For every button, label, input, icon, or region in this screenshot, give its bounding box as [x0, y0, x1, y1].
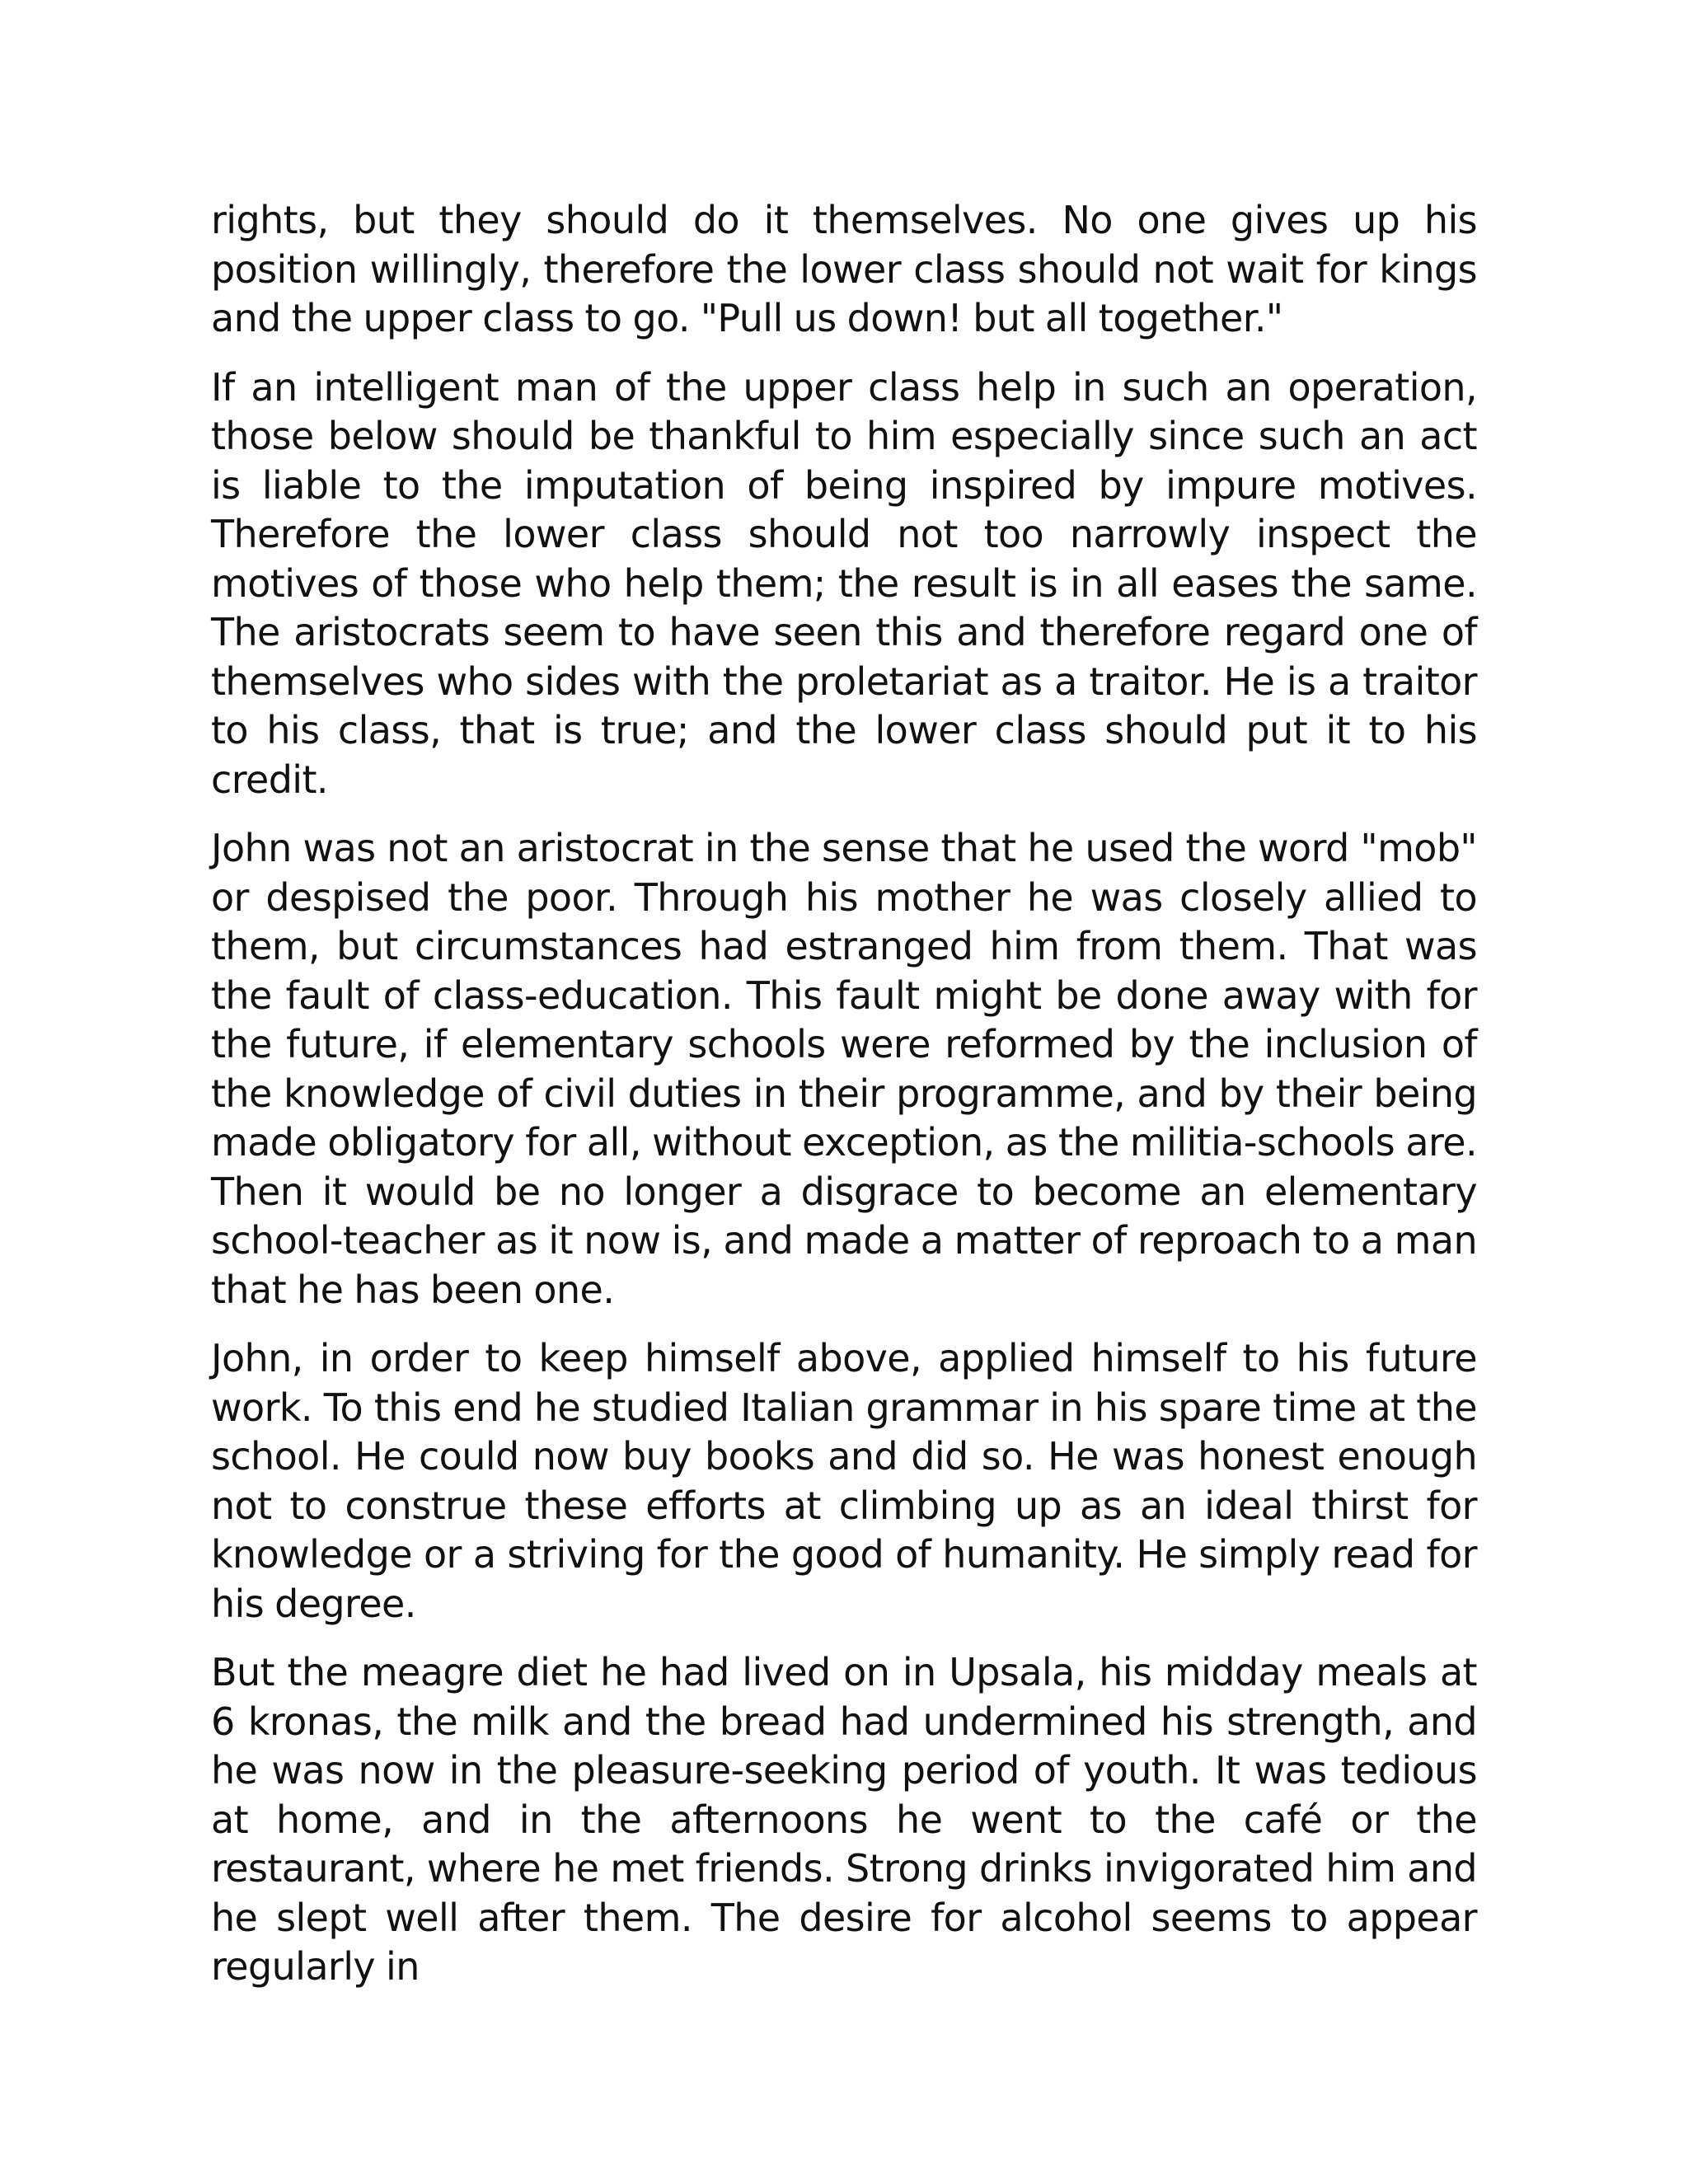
paragraph: rights, but they should do it themselves. No one gives up his position willingly, therefore the lower class should not wait for kings and the upper class to go. "Pull us down! but all together.": [211, 198, 1477, 340]
paragraph: If an intelligent man of the upper class help in such an operation, those below should be thankful to him especially since such an act is liable to the imputation of being inspired by impure motives. Therefore the lower class should not too narrowly inspect the motives of those who help them; the result is in all eases the same. The aristocrats seem to have seen this and therefore regard one of themselves who sides with the proletariat as a traitor. He is a traitor to his class, that is true; and the lower class should put it to his credit.: [211, 364, 1477, 802]
body-text: [211, 196, 1477, 2012]
paragraph: But the meagre diet he had lived on in Upsala, his midday meals at 6 kronas, the milk and the bread had undermined his strength, and he was now in the pleasure-seeking period of youth. It was tedious at home, and in the afternoons he went to the café or the restaurant, where he met friends. Strong drinks invigorated him and he slept well after them. The desire for alcohol seems to appear regularly in: [211, 1650, 1477, 1989]
paragraph: John, in order to keep himself above, applied himself to his future work. To this end he studied Italian grammar in his spare time at the school. He could now buy books and did so. He was honest enough not to construe these efforts at climbing up as an ideal thirst for knowledge or a striving for the good of humanity. He simply read for his degree.: [211, 1336, 1477, 1626]
paragraph: John was not an aristocrat in the sense that he used the word "mob" or despised the poor. Through his mother he was closely allied to them, but circumstances had estranged him from them. That was the fault of class-education. This fault might be done away with for the future, if elementary schools were reformed by the inclusion of the knowledge of civil duties in their programme, and by their being made obligatory for all, without exception, as the militia-schools are. Then it would be no longer a disgrace to become an elementary school-teacher as it now is, and made a matter of reproach to a man that he has been one.: [211, 826, 1477, 1312]
